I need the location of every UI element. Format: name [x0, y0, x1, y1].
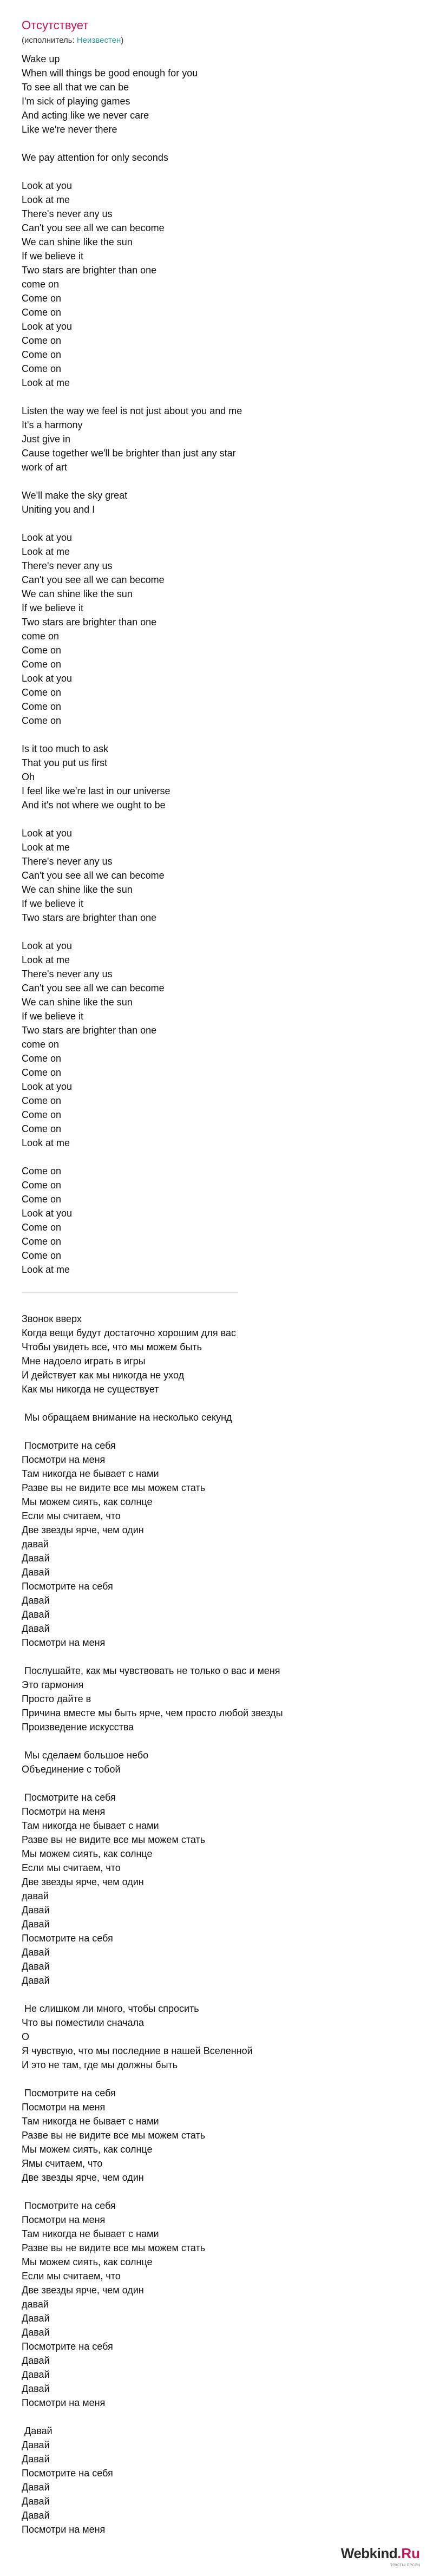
lyrics-line: Come on — [22, 1222, 62, 1233]
lyrics-line: Мы можем сиять, как солнце — [22, 2144, 153, 2155]
lyrics-stanza — [22, 151, 401, 165]
lyrics-line: come on — [22, 279, 60, 290]
lyrics-line: To see all that we can be — [22, 82, 129, 93]
lyrics-line: Two stars are brighter than one — [22, 617, 157, 627]
lyrics-original — [22, 52, 401, 1277]
lyrics-line: Look at you — [22, 1081, 73, 1092]
lyrics-line: Посмотрите на себя — [22, 2468, 113, 2479]
lyrics-line: Посмотрите на себя — [22, 1792, 116, 1803]
lyrics-line: Чтобы увидеть все, что мы можем быть — [22, 1342, 202, 1352]
lyrics-line: Come on — [22, 701, 62, 712]
lyrics-line: Uniting you and I — [22, 504, 95, 515]
lyrics-line: Wake up — [22, 54, 60, 64]
lyrics-line: Can't you see all we can become — [22, 223, 165, 233]
lyrics-line: Давай — [22, 2327, 50, 2338]
lyrics-line: Когда вещи будут достаточно хорошим для вас — [22, 1328, 237, 1338]
lyrics-stanza — [22, 404, 401, 474]
performer-suffix: ) — [121, 36, 124, 45]
lyrics-line: Can't you see all we can become — [22, 574, 165, 585]
lyrics-line: Look at me — [22, 842, 70, 853]
lyrics-line: Come on — [22, 1166, 62, 1176]
lyrics-line: We pay attention for only seconds — [22, 152, 168, 163]
lyrics-line: Посмотрите на себя — [22, 1581, 113, 1592]
lyrics-line: When will things be good enough for you — [22, 68, 198, 79]
lyrics-line: Look at me — [22, 194, 70, 205]
lyrics-stanza — [22, 1664, 401, 1734]
lyrics-line: Две звезды ярче, чем один — [22, 1877, 144, 1887]
lyrics-line: Посмотрите на себя — [22, 2088, 116, 2098]
lyrics-line: Разве вы не видите все мы можем стать — [22, 1482, 206, 1493]
lyrics-line: Давай — [22, 2496, 50, 2507]
lyrics-line: Посмотри на меня — [22, 1637, 106, 1648]
page-title: Отсутствует — [22, 18, 89, 32]
lyrics-line: Come on — [22, 363, 62, 374]
lyrics-line: Если мы считаем, что — [22, 1862, 121, 1873]
lyrics-line: Two stars are brighter than one — [22, 912, 157, 923]
lyrics-stanza — [22, 1439, 401, 1650]
lyrics-line: давай — [22, 1539, 49, 1549]
lyrics-line: We can shine like the sun — [22, 589, 133, 599]
lyrics-stanza — [22, 1790, 401, 1987]
logo-text: Webkind — [340, 2545, 398, 2561]
lyrics-line: work of art — [22, 462, 68, 473]
lyrics-line: Come on — [22, 1109, 62, 1120]
lyrics-line: That you put us first — [22, 757, 108, 768]
lyrics-line: Две звезды ярче, чем один — [22, 1525, 144, 1535]
lyrics-line: Просто дайте в — [22, 1694, 91, 1704]
lyrics-line: Two stars are brighter than one — [22, 1025, 157, 1036]
lyrics-line: Давай — [22, 2369, 50, 2380]
lyrics-line: Звонок вверх — [22, 1313, 82, 1324]
lyrics-line: давай — [22, 2299, 49, 2310]
lyrics-line: Разве вы не видите все мы можем стать — [22, 2242, 206, 2253]
lyrics-stanza — [22, 939, 401, 1150]
lyrics-stanza — [22, 1312, 401, 1396]
lyrics-line: It's a harmony — [22, 420, 83, 430]
lyrics-line: Давай — [22, 1553, 50, 1564]
lyrics-line: Cause together we'll be brighter than just any star — [22, 448, 236, 459]
lyrics-line: Look at me — [22, 377, 70, 388]
lyrics-translation — [22, 1312, 401, 2536]
lyrics-stanza — [22, 488, 401, 516]
lyrics-line: И это не там, где мы должны быть — [22, 2060, 178, 2070]
lyrics-line: Come on — [22, 687, 62, 698]
lyrics-stanza — [22, 1410, 401, 1424]
lyrics-stanza — [22, 531, 401, 728]
lyrics-line: Come on — [22, 715, 62, 726]
lyrics-line: Это гармония — [22, 1679, 84, 1690]
lyrics-line: Как мы никогда не существует — [22, 1384, 159, 1395]
lyrics-line: If we believe it — [22, 251, 84, 261]
lyrics-line: Давай — [22, 1947, 50, 1958]
lyrics-line: Look at me — [22, 1137, 70, 1148]
lyrics-line: There's never any us — [22, 856, 113, 867]
lyrics-line: Come on — [22, 1194, 62, 1205]
lyrics-line: Ямы считаем, что — [22, 2158, 103, 2169]
lyrics-stanza — [22, 2086, 401, 2185]
lyrics-line: Посмотрите на себя — [22, 1440, 116, 1451]
lyrics-line: Там никогда не бывает с нами — [22, 1468, 159, 1479]
lyrics-line: And it's not where we ought to be — [22, 800, 166, 810]
lyrics-line: Если мы считаем, что — [22, 1511, 121, 1521]
lyrics-line: Давай — [22, 2383, 50, 2394]
lyrics-line: Разве вы не видите все мы можем стать — [22, 2130, 206, 2141]
lyrics-line: Давай — [22, 2454, 50, 2464]
artist-link[interactable]: Неизвестен — [76, 36, 121, 45]
lyrics-line: Look at you — [22, 1208, 73, 1219]
lyrics-line: Посмотри на меня — [22, 2102, 106, 2113]
lyrics-line: Look at me — [22, 954, 70, 965]
lyrics-line: Мы можем сиять, как солнце — [22, 1496, 153, 1507]
site-logo[interactable] — [341, 2545, 420, 2567]
lyrics-line: Давай — [22, 1961, 50, 1972]
lyrics-line: Come on — [22, 1180, 62, 1191]
lyrics-line: Look at you — [22, 180, 73, 191]
lyrics-line: We'll make the sky great — [22, 490, 128, 501]
lyrics-line: Come on — [22, 1250, 62, 1261]
lyrics-line: Давай — [22, 1567, 50, 1578]
lyrics-line: Давай — [22, 1609, 50, 1620]
lyrics-line: Come on — [22, 349, 62, 360]
lyrics-line: Come on — [22, 1236, 62, 1247]
lyrics-line: Объединение с тобой — [22, 1764, 121, 1775]
lyrics-line: Can't you see all we can become — [22, 983, 165, 993]
lyrics-line: And acting like we never care — [22, 110, 149, 121]
lyrics-line: Look at you — [22, 532, 73, 543]
lyrics-line: Давай — [22, 2355, 50, 2366]
lyrics-stanza — [22, 52, 401, 136]
lyrics-line: Посмотрите на себя — [22, 1933, 113, 1944]
lyrics-line: Две звезды ярче, чем один — [22, 2285, 144, 2296]
lyrics-line: Причина вместе мы быть ярче, чем просто любой звезды — [22, 1708, 283, 1718]
performer-line — [22, 36, 123, 45]
lyrics-line: Там никогда не бывает с нами — [22, 2116, 159, 2127]
performer-prefix: (исполнитель: — [22, 36, 77, 45]
lyrics-line: Там никогда не бывает с нами — [22, 2228, 159, 2239]
lyrics-line: Посмотрите на себя — [22, 2341, 113, 2352]
lyrics-line: Come on — [22, 1053, 62, 1064]
lyrics-line: Посмотрите на себя — [22, 2200, 116, 2211]
lyrics-line: Я чувствую, что мы последние в нашей Вселенной — [22, 2045, 253, 2056]
lyrics-line: Come on — [22, 645, 62, 656]
lyrics-line: Listen the way we feel is not just about you and me — [22, 406, 242, 416]
lyrics-line: Is it too much to ask — [22, 743, 109, 754]
lyrics-line: Разве вы не видите все мы можем стать — [22, 1834, 206, 1845]
lyrics-line: Come on — [22, 293, 62, 304]
lyrics-stanza — [22, 179, 401, 390]
lyrics-line: Давай — [22, 1905, 50, 1915]
lyrics-line: We can shine like the sun — [22, 237, 133, 247]
lyrics-line: О — [22, 2031, 30, 2042]
logo-subtitle: тексты песен — [390, 2562, 420, 2567]
lyrics-line: Мы обращаем внимание на несколько секунд — [22, 1412, 232, 1423]
lyrics-stanza — [22, 2424, 401, 2536]
lyrics-stanza — [22, 1164, 401, 1277]
lyrics-line: Come on — [22, 335, 62, 346]
lyrics-stanza — [22, 826, 401, 925]
lyrics-line: Посмотри на меня — [22, 2524, 106, 2535]
lyrics-line: Come on — [22, 1067, 62, 1078]
lyrics-stanza — [22, 1748, 401, 1776]
lyrics-line: Давай — [22, 2440, 50, 2450]
lyrics-line: Давай — [22, 1975, 50, 1986]
lyrics-line: Что вы поместили сначала — [22, 2017, 145, 2028]
lyrics-line: There's never any us — [22, 969, 113, 979]
lyrics-line: Посмотри на меня — [22, 1806, 106, 1817]
lyrics-line: Давай — [22, 1595, 50, 1606]
lyrics-stanza — [22, 2199, 401, 2410]
lyrics-line: Посмотри на меня — [22, 2397, 106, 2408]
lyrics-line: Давай — [22, 2425, 53, 2436]
lyrics-line: давай — [22, 1891, 49, 1901]
lyrics-line: Look at you — [22, 940, 73, 951]
lyrics-line: Come on — [22, 1095, 62, 1106]
lyrics-line: Давай — [22, 1623, 50, 1634]
lyrics-line: Посмотри на меня — [22, 2214, 106, 2225]
lyrics-line: Давай — [22, 2313, 50, 2324]
lyrics-line: Like we're never there — [22, 124, 117, 135]
lyrics-line: Come on — [22, 1123, 62, 1134]
lyrics-line: If we believe it — [22, 603, 84, 613]
lyrics-line: Come on — [22, 659, 62, 670]
lyrics-line: Look at me — [22, 1264, 70, 1275]
lyrics-line: Давай — [22, 1919, 50, 1930]
lyrics-line: Мы сделаем большое небо — [22, 1750, 149, 1761]
lyrics-stanza — [22, 742, 401, 812]
lyrics-line: Come on — [22, 307, 62, 318]
logo-tld: .Ru — [397, 2545, 420, 2561]
lyrics-line: Oh — [22, 772, 35, 782]
lyrics-line: We can shine like the sun — [22, 997, 133, 1008]
lyrics-line: Если мы считаем, что — [22, 2271, 121, 2281]
lyrics-line: И действует как мы никогда не уход — [22, 1370, 185, 1381]
lyrics-line: We can shine like the sun — [22, 884, 133, 895]
lyrics-line: If we believe it — [22, 1011, 84, 1022]
lyrics-line: Just give in — [22, 434, 71, 444]
lyrics-line: Не слишком ли много, чтобы спросить — [22, 2003, 199, 2014]
lyrics-line: Давай — [22, 2482, 50, 2493]
lyrics-line: Там никогда не бывает с нами — [22, 1820, 159, 1831]
lyrics-line: Can't you see all we can become — [22, 870, 165, 881]
lyrics-body — [22, 52, 401, 2551]
lyrics-line: Look at you — [22, 321, 73, 332]
lyrics-line: come on — [22, 631, 60, 642]
lyrics-line: Посмотри на меня — [22, 1454, 106, 1465]
lyrics-line: There's never any us — [22, 560, 113, 571]
lyrics-line: Произведение искусства — [22, 1722, 134, 1732]
lyrics-line: I'm sick of playing games — [22, 96, 130, 107]
lyrics-line: Мы можем сиять, как солнце — [22, 1848, 153, 1859]
lyrics-line: Мы можем сиять, как солнце — [22, 2257, 153, 2267]
lyrics-line: Две звезды ярче, чем один — [22, 2172, 144, 2183]
lyrics-line: Look at you — [22, 828, 73, 839]
lyrics-line: Look at you — [22, 673, 73, 684]
lyrics-line: If we believe it — [22, 898, 84, 909]
lyrics-line: Two stars are brighter than one — [22, 265, 157, 276]
lyrics-line: Мне надоело играть в игры — [22, 1356, 146, 1367]
lyrics-line: There's never any us — [22, 208, 113, 219]
lyrics-line: Look at me — [22, 546, 70, 557]
lyrics-line: I feel like we're last in our universe — [22, 786, 170, 796]
lyrics-line: come on — [22, 1039, 60, 1050]
lyrics-stanza — [22, 2002, 401, 2072]
lyrics-line: Послушайте, как мы чувствовать не только о вас и меня — [22, 1665, 280, 1676]
lyrics-line: Давай — [22, 2510, 50, 2521]
